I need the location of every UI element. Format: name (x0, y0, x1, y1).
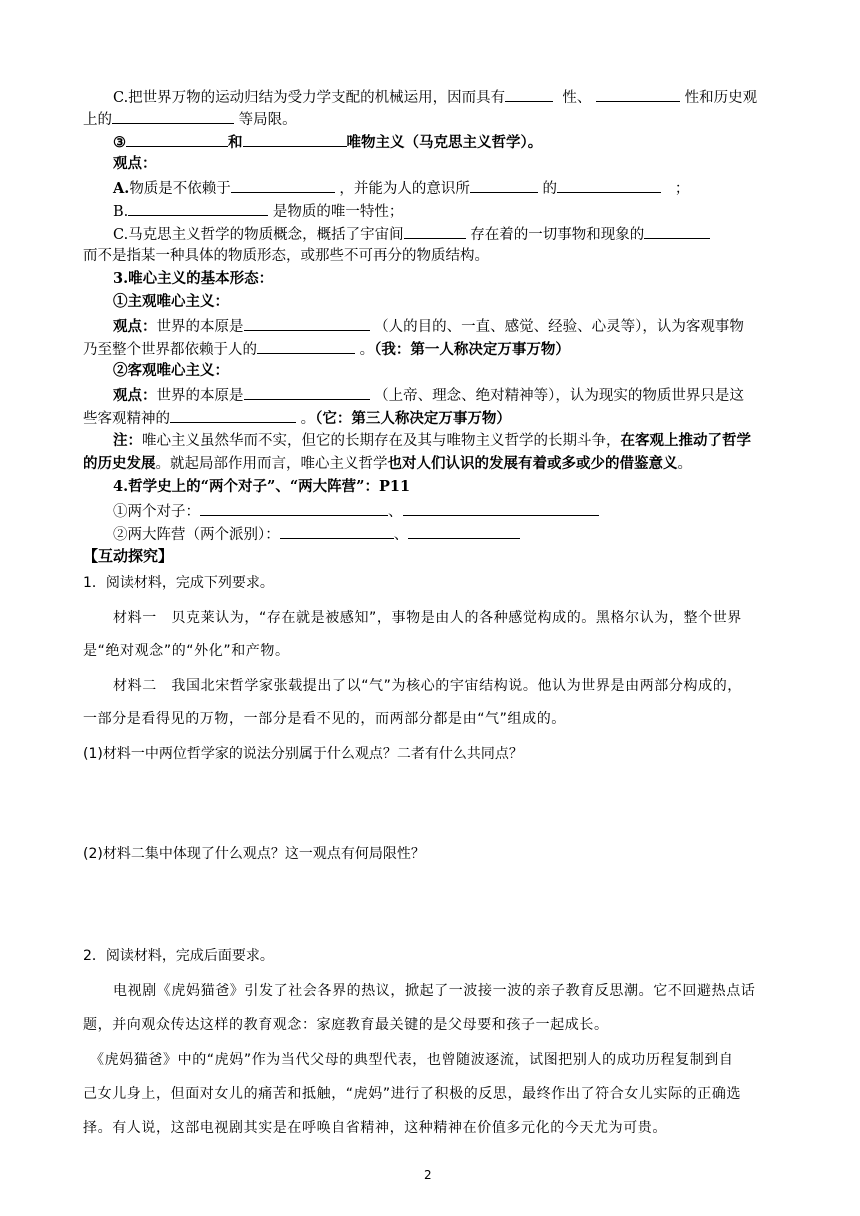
heading: 3.唯心主义的基本形态： (113, 270, 274, 287)
text: C.把世界万物的运动归结为受力学支配的机械运用，因而具有 (113, 90, 506, 106)
text: 而不是指某一种具体的物质形态，或那些不可再分的物质结构。 (83, 248, 489, 264)
text: 和 (228, 134, 243, 151)
text-line (113, 131, 542, 153)
text: 注： (113, 432, 142, 449)
blank (170, 407, 296, 423)
text: 乃至整个世界都依赖于人的 (83, 342, 257, 358)
blank (596, 86, 680, 102)
subheading (113, 361, 229, 381)
text-line (113, 86, 757, 108)
text: ②两大阵营（两个派别）： (113, 527, 280, 543)
section-heading (113, 477, 410, 497)
material-line (113, 981, 755, 1001)
text: C.马克思主义哲学的物质概念，概括了宇宙间 (113, 227, 404, 243)
blank (200, 500, 388, 516)
text: 材料一 贝克莱认为，“存在就是被感知”，事物是由人的各种感觉构成的。黑格尔认为，整个世界 (113, 610, 742, 626)
text: 世界的本原是 (156, 319, 244, 335)
text: （它：第三人称决定万事万物） (315, 410, 511, 427)
text: 、 (388, 504, 403, 520)
text-line (113, 154, 157, 174)
text-line (113, 177, 689, 199)
question-prompt (83, 946, 274, 966)
text: 存在着的一切事物和现象的 (470, 227, 645, 243)
heading: 【互动探究】 (83, 547, 174, 565)
text: 的历史发展 (83, 455, 156, 472)
text: 《虎妈猫爸》中的“虎妈”作为当代父母的典型代表，也曾随波逐流，试图把别人的成功历程复制到自 (90, 1052, 734, 1068)
material-line (90, 1050, 734, 1070)
text: 。就起局部作用而言，唯心主义哲学 (155, 456, 388, 472)
text: 唯心主义虽然华而不实，但它的长期存在及其与唯物主义哲学的长期斗争， (142, 433, 621, 449)
text: ，并能为人的意识所 (339, 181, 470, 197)
text: 唯物主义（马克思主义哲学）。 (346, 134, 543, 151)
text: A. (113, 180, 130, 197)
text: 择。有人说，这部电视剧其实是在呼唤自省精神，这种精神在价值多元化的今天尤为可贵。 (83, 1120, 667, 1136)
blank (243, 131, 347, 147)
heading: ②客观唯心主义： (113, 362, 229, 379)
section-title (83, 546, 173, 566)
text: 物质是不依赖于 (129, 181, 231, 197)
text: 观点： (113, 318, 157, 335)
text: ①两个对子： (113, 504, 200, 520)
heading: ①主观唯心主义： (113, 293, 229, 310)
blank (408, 523, 520, 539)
sub-question (83, 744, 523, 764)
text: 也对人们认识的发展有着或多或少的借鉴意义 (387, 455, 678, 472)
text: 。 (359, 342, 375, 358)
text: 、 (393, 527, 409, 543)
material-line (83, 1118, 667, 1138)
text: 一部分是看得见的万物，一部分是看不见的，而两部分都是由“气”组成的。 (83, 711, 566, 727)
page-number: 2 (424, 1168, 432, 1182)
material-line (83, 1084, 741, 1104)
text-line (113, 384, 744, 406)
text-line (83, 108, 297, 130)
text: (2)材料二集中体现了什么观点？这一观点有何局限性？ (83, 846, 425, 862)
text-line (83, 246, 489, 266)
text-line (113, 223, 710, 245)
text: 上的 (83, 112, 112, 128)
text: 的 (542, 181, 558, 197)
text: 材料二 我国北宋哲学家张载提出了以“气”为核心的宇宙结构说。他认为世界是由两部分构成的， (113, 678, 742, 694)
heading: 4.哲学史上的“两个对子”、“两大阵营”：P11 (113, 478, 411, 495)
text-line (83, 338, 570, 360)
text: 。 (300, 411, 316, 427)
text: 。 (677, 456, 692, 472)
text: ； (674, 181, 690, 197)
text-line (83, 407, 511, 429)
blank (505, 86, 553, 102)
text-line (113, 523, 520, 545)
text: 2．阅读材料，完成后面要求。 (83, 948, 274, 964)
text: （人的目的、一直、感觉、经验、心灵等），认为客观事物 (374, 319, 744, 335)
text: 等局限。 (238, 112, 297, 128)
blank (470, 177, 538, 193)
text: 观点： (113, 387, 157, 404)
blank (280, 523, 394, 539)
text: B. (113, 204, 129, 220)
text: 是“绝对观念”的“外化”和产物。 (83, 643, 290, 659)
section-heading (113, 269, 273, 289)
text: （上帝、理念、绝对精神等），认为现实的物质世界只是这 (374, 388, 744, 404)
blank (128, 200, 268, 216)
blank (403, 500, 599, 516)
text: ③ (113, 134, 126, 151)
text: 性和历史观 (684, 90, 758, 106)
material-line (113, 608, 742, 628)
text-line (83, 454, 692, 474)
blank (404, 223, 466, 239)
text: （我：第一人称决定万事万物） (374, 341, 570, 358)
text: 己女儿身上，但面对女儿的痛苦和抵触，“虎妈”进行了积极的反思，最终作出了符合女儿实际的正确选 (83, 1086, 742, 1102)
heading: 观点： (113, 155, 157, 172)
text: 电视剧《虎妈猫爸》引发了社会各界的热议，掀起了一波接一波的亲子教育反思潮。它不回避热点话 (113, 983, 756, 999)
question-prompt (83, 573, 274, 593)
text: (1)材料一中两位哲学家的说法分别属于什么观点？二者有什么共同点？ (83, 746, 523, 762)
text: 性、 (562, 90, 592, 106)
text-line (113, 431, 751, 451)
material-line (83, 1015, 609, 1035)
text: 题，并向观众传达这样的教育观念：家庭教育最关键的是父母要和孩子一起成长。 (83, 1017, 609, 1033)
text: 1．阅读材料，完成下列要求。 (83, 575, 274, 591)
subheading (113, 292, 229, 312)
text-line (113, 500, 599, 522)
blank (126, 131, 228, 147)
text-line (113, 200, 403, 222)
text-line (113, 315, 744, 337)
blank (244, 384, 370, 400)
material-line (113, 676, 742, 696)
text: 在客观上推动了哲学 (620, 432, 751, 449)
blank (257, 338, 355, 354)
material-line (83, 641, 290, 661)
text: 世界的本原是 (156, 388, 244, 404)
blank (644, 223, 710, 239)
text: 些客观精神的 (83, 411, 170, 427)
blank (112, 108, 234, 124)
blank (557, 177, 661, 193)
blank (231, 177, 335, 193)
blank (244, 315, 370, 331)
text: 是物质的唯一特性； (272, 204, 404, 220)
material-line (83, 709, 566, 729)
sub-question (83, 844, 425, 864)
